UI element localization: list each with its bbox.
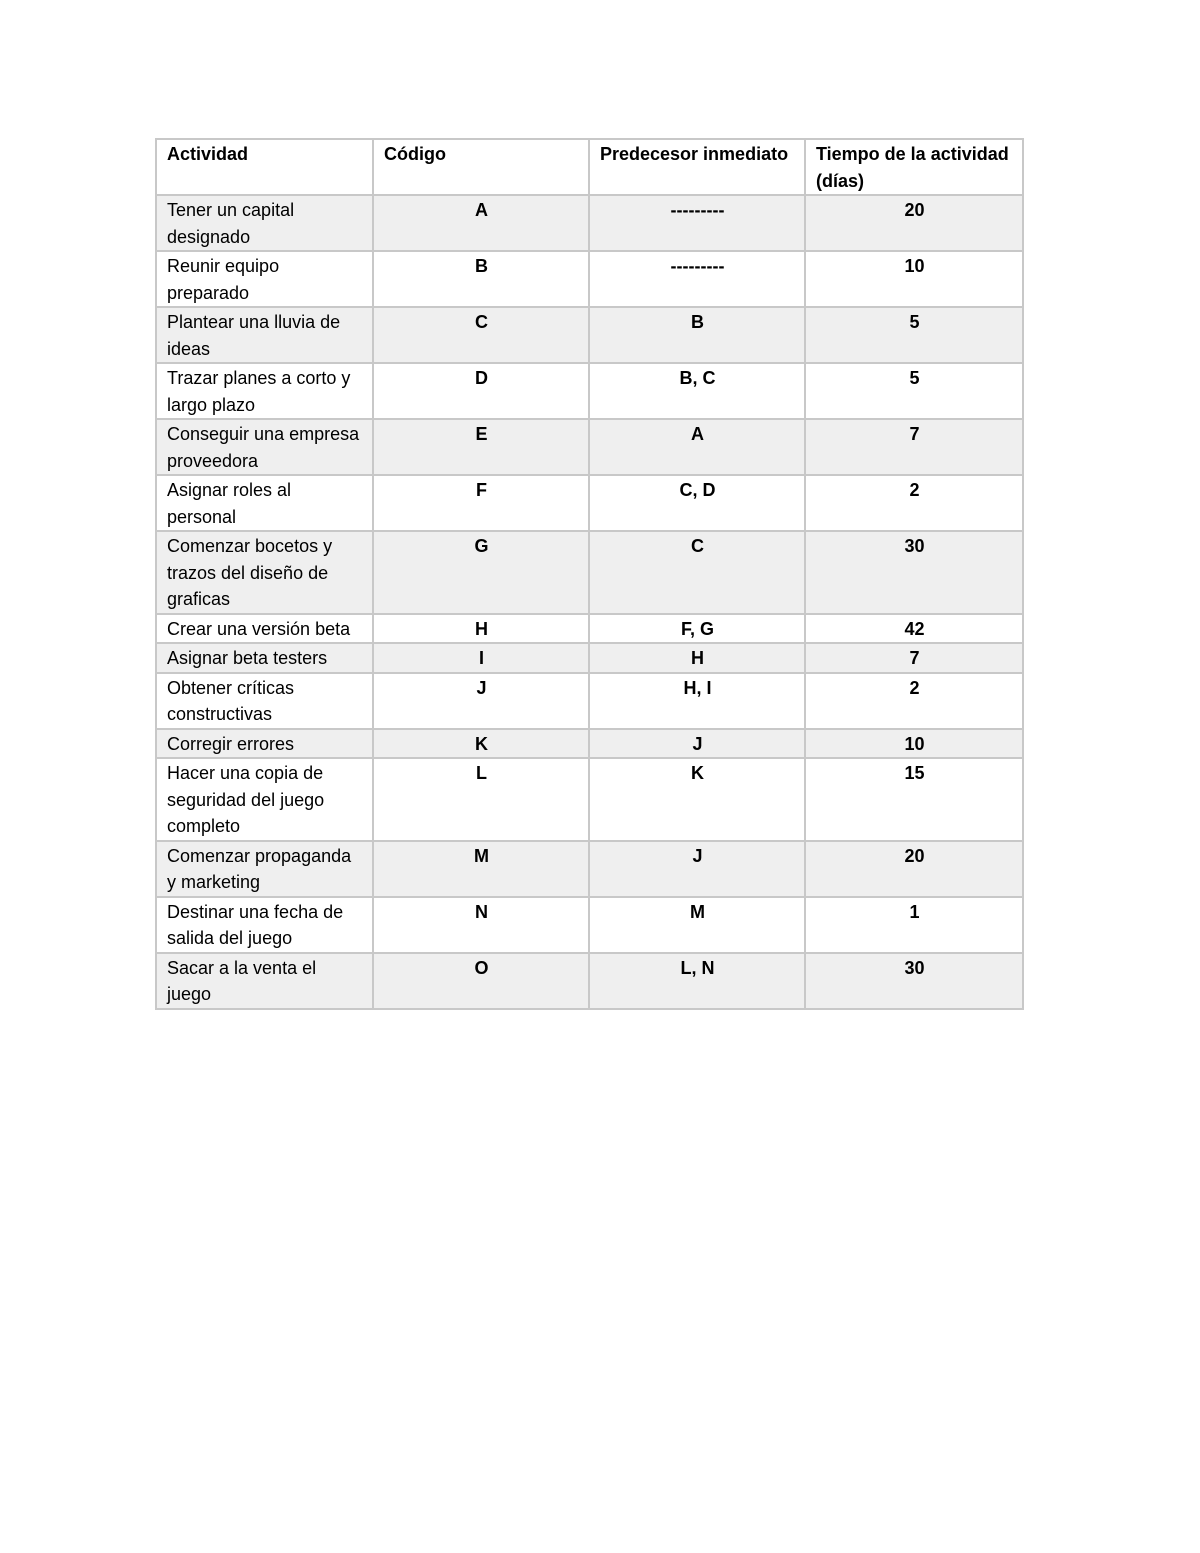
cell-tiempo: 30: [805, 953, 1023, 1009]
table-row: [156, 897, 1023, 953]
cell-actividad: Conseguir una empresa proveedora: [156, 419, 373, 475]
cell-actividad: Comenzar bocetos y trazos del diseño de graficas: [156, 531, 373, 614]
header-codigo: Código: [373, 139, 589, 195]
table-row: [156, 953, 1023, 1009]
cell-tiempo: 30: [805, 531, 1023, 614]
cell-codigo: M: [373, 841, 589, 897]
cell-predecesor: L, N: [589, 953, 805, 1009]
cell-predecesor: K: [589, 758, 805, 841]
cell-predecesor: M: [589, 897, 805, 953]
cell-codigo: F: [373, 475, 589, 531]
cell-actividad: Asignar roles al personal: [156, 475, 373, 531]
cell-predecesor: C: [589, 531, 805, 614]
cell-actividad: Asignar beta testers: [156, 643, 373, 673]
cell-tiempo: 42: [805, 614, 1023, 644]
cell-tiempo: 1: [805, 897, 1023, 953]
cell-actividad: Plantear una lluvia de ideas: [156, 307, 373, 363]
table-row: [156, 758, 1023, 841]
cell-tiempo: 7: [805, 643, 1023, 673]
cell-tiempo: 5: [805, 363, 1023, 419]
cell-tiempo: 20: [805, 195, 1023, 251]
table-row: [156, 841, 1023, 897]
cell-actividad: Crear una versión beta: [156, 614, 373, 644]
cell-codigo: C: [373, 307, 589, 363]
cell-predecesor: A: [589, 419, 805, 475]
table-row: [156, 673, 1023, 729]
cell-actividad: Hacer una copia de seguridad del juego completo: [156, 758, 373, 841]
cell-codigo: H: [373, 614, 589, 644]
cell-tiempo: 2: [805, 673, 1023, 729]
cell-tiempo: 10: [805, 251, 1023, 307]
table-header-row: [156, 139, 1023, 195]
cell-codigo: B: [373, 251, 589, 307]
cell-codigo: K: [373, 729, 589, 759]
cell-tiempo: 15: [805, 758, 1023, 841]
cell-codigo: N: [373, 897, 589, 953]
table-row: [156, 729, 1023, 759]
cell-codigo: J: [373, 673, 589, 729]
cell-actividad: Sacar a la venta el juego: [156, 953, 373, 1009]
table-row: [156, 475, 1023, 531]
table-row: [156, 307, 1023, 363]
cell-tiempo: 20: [805, 841, 1023, 897]
cell-codigo: L: [373, 758, 589, 841]
table-row: [156, 251, 1023, 307]
cell-tiempo: 5: [805, 307, 1023, 363]
table-row: [156, 614, 1023, 644]
cell-codigo: O: [373, 953, 589, 1009]
cell-predecesor: F, G: [589, 614, 805, 644]
table-row: [156, 531, 1023, 614]
cell-tiempo: 2: [805, 475, 1023, 531]
table-row: [156, 419, 1023, 475]
header-tiempo: Tiempo de la actividad (días): [805, 139, 1023, 195]
cell-predecesor: ---------: [589, 251, 805, 307]
table-row: [156, 643, 1023, 673]
cell-codigo: I: [373, 643, 589, 673]
cell-actividad: Destinar una fecha de salida del juego: [156, 897, 373, 953]
table-row: [156, 363, 1023, 419]
cell-actividad: Obtener críticas constructivas: [156, 673, 373, 729]
cell-predecesor: B, C: [589, 363, 805, 419]
cell-actividad: Corregir errores: [156, 729, 373, 759]
table-row: [156, 195, 1023, 251]
cell-actividad: Trazar planes a corto y largo plazo: [156, 363, 373, 419]
cell-codigo: D: [373, 363, 589, 419]
cell-actividad: Reunir equipo preparado: [156, 251, 373, 307]
cell-codigo: E: [373, 419, 589, 475]
cell-predecesor: ---------: [589, 195, 805, 251]
cell-actividad: Comenzar propaganda y marketing: [156, 841, 373, 897]
cell-predecesor: H: [589, 643, 805, 673]
cell-actividad: Tener un capital designado: [156, 195, 373, 251]
cell-codigo: A: [373, 195, 589, 251]
cell-predecesor: J: [589, 841, 805, 897]
header-predecesor: Predecesor inmediato: [589, 139, 805, 195]
cell-codigo: G: [373, 531, 589, 614]
cell-tiempo: 7: [805, 419, 1023, 475]
activities-table: [155, 138, 1024, 1010]
cell-tiempo: 10: [805, 729, 1023, 759]
cell-predecesor: C, D: [589, 475, 805, 531]
cell-predecesor: B: [589, 307, 805, 363]
cell-predecesor: J: [589, 729, 805, 759]
header-actividad: Actividad: [156, 139, 373, 195]
cell-predecesor: H, I: [589, 673, 805, 729]
